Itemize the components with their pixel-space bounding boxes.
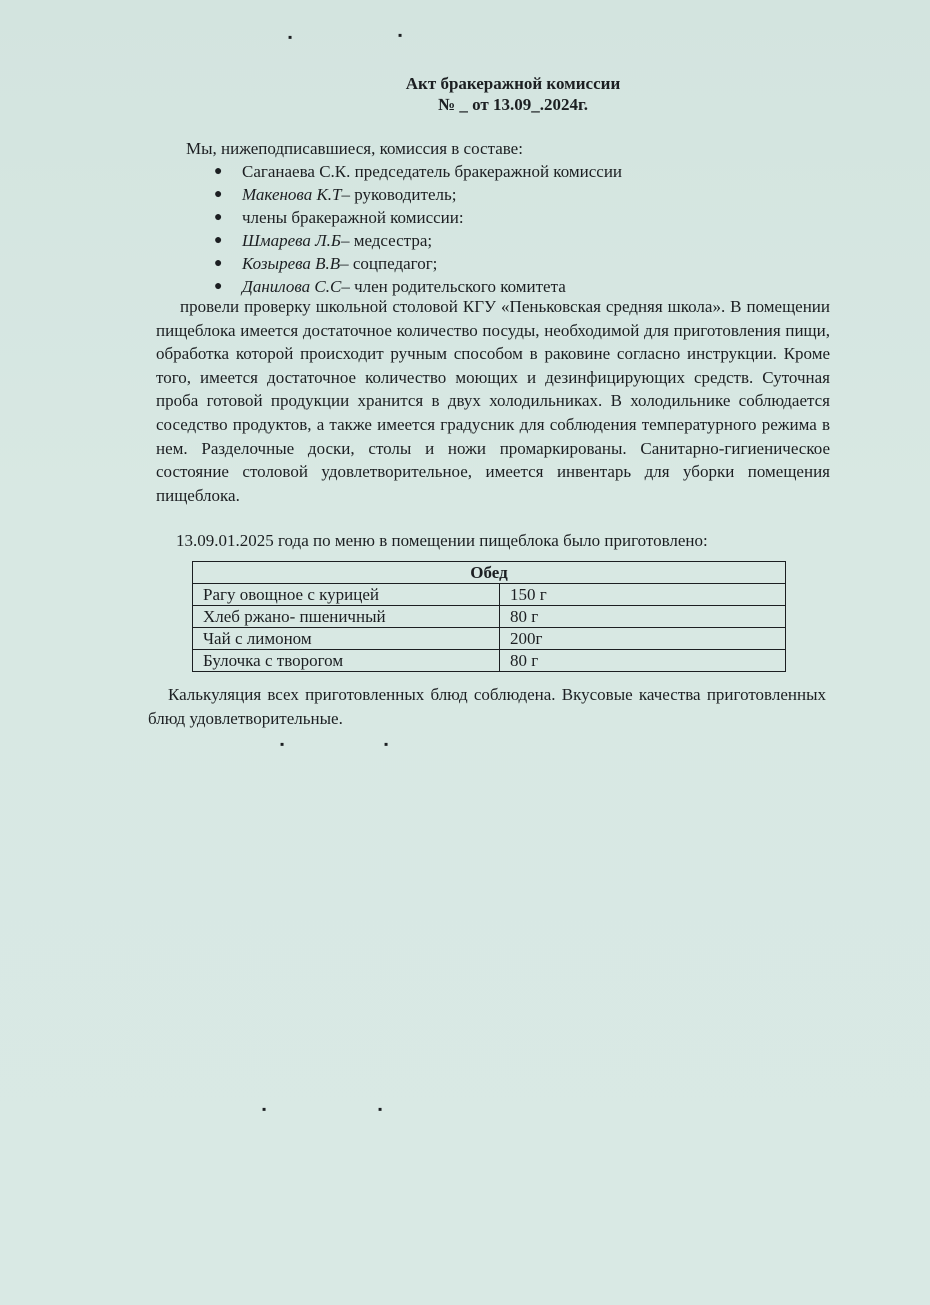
bullet-icon: ●	[214, 164, 223, 179]
bullet-icon: ●	[214, 210, 223, 225]
member-role: – медсестра;	[340, 231, 433, 250]
member-name: Саганаева С.К.	[242, 162, 351, 181]
table-header-row	[193, 562, 786, 584]
document-number-line: № _ от 13.09_.2024г.	[437, 95, 588, 114]
member-name: Шмарева Л.Б	[242, 231, 341, 250]
list-item	[214, 160, 622, 183]
member-name: Макенова К.Т	[242, 185, 342, 204]
punch-mark: ▪	[262, 1102, 267, 1116]
table-row	[193, 584, 786, 606]
dish-cell: Хлеб ржано- пшеничный	[193, 606, 500, 628]
list-item	[214, 206, 622, 229]
menu-intro-text: 13.09.01.2025 года по меню в помещении пищеблока было приготовлено:	[176, 531, 708, 550]
punch-mark: ▪	[378, 1102, 383, 1116]
document-title: Акт бракеражной комиссии	[405, 74, 621, 93]
bullet-icon: ●	[214, 233, 223, 248]
member-role: – член родительского комитета	[341, 277, 566, 296]
intro-text: Мы, нижеподписавшиеся, комиссия в составе:	[186, 139, 523, 158]
list-item	[214, 229, 622, 252]
list-item	[214, 252, 622, 275]
punch-mark: ▪	[398, 28, 403, 42]
punch-mark: ▪	[384, 737, 389, 751]
dish-cell: Чай с лимоном	[193, 628, 500, 650]
commission-members-list	[214, 160, 622, 298]
member-name: Данилова С.С	[242, 277, 342, 296]
dish-cell: Рагу овощное с курицей	[193, 584, 500, 606]
bullet-icon: ●	[214, 256, 223, 271]
table-row	[193, 650, 786, 672]
menu-table	[192, 561, 786, 672]
portion-cell: 150 г	[500, 584, 786, 606]
member-name: Козырева В.В	[242, 254, 341, 273]
member-role: – руководитель;	[341, 185, 457, 204]
table-row	[193, 628, 786, 650]
bullet-icon: ●	[214, 187, 223, 202]
menu-header: Обед	[193, 562, 786, 584]
table-row	[193, 606, 786, 628]
dish-cell: Булочка с творогом	[193, 650, 500, 672]
portion-cell: 80 г	[500, 606, 786, 628]
bullet-icon: ●	[214, 279, 223, 294]
portion-cell: 80 г	[500, 650, 786, 672]
punch-mark: ▪	[288, 30, 293, 44]
inspection-paragraph: провели проверку школьной столовой КГУ «Пеньковская средняя школа». В помещении пищеблока имеется достаточное количество посуды, необходимой для приготовления пищи, обработка которой происходит ручным способом в раковине согласно инструкции. Кроме того, имеется достаточное количество моющих и дезинфицирующих средств. Суточная проба готовой продукции хранится в двух холодильниках. В холодильнике соблюдается соседство продуктов, а также имеется градусник для соблюдения температурного режима в нем. Разделочные доски, столы и ножи промаркированы. Санитарно-гигиеническое состояние столовой удовлетворительное, имеется инвентарь для уборки помещения пищеблока.	[156, 297, 830, 505]
list-item	[214, 183, 622, 206]
member-role: председатель бракеражной комиссии	[350, 162, 623, 181]
member-role: члены бракеражной комиссии:	[242, 208, 464, 227]
conclusion-paragraph: Калькуляция всех приготовленных блюд соблюдена. Вкусовые качества приготовленных блюд удовлетворительные.	[148, 685, 826, 728]
punch-mark: ▪	[280, 737, 285, 751]
portion-cell: 200г	[500, 628, 786, 650]
member-role: – соцпедагог;	[340, 254, 438, 273]
